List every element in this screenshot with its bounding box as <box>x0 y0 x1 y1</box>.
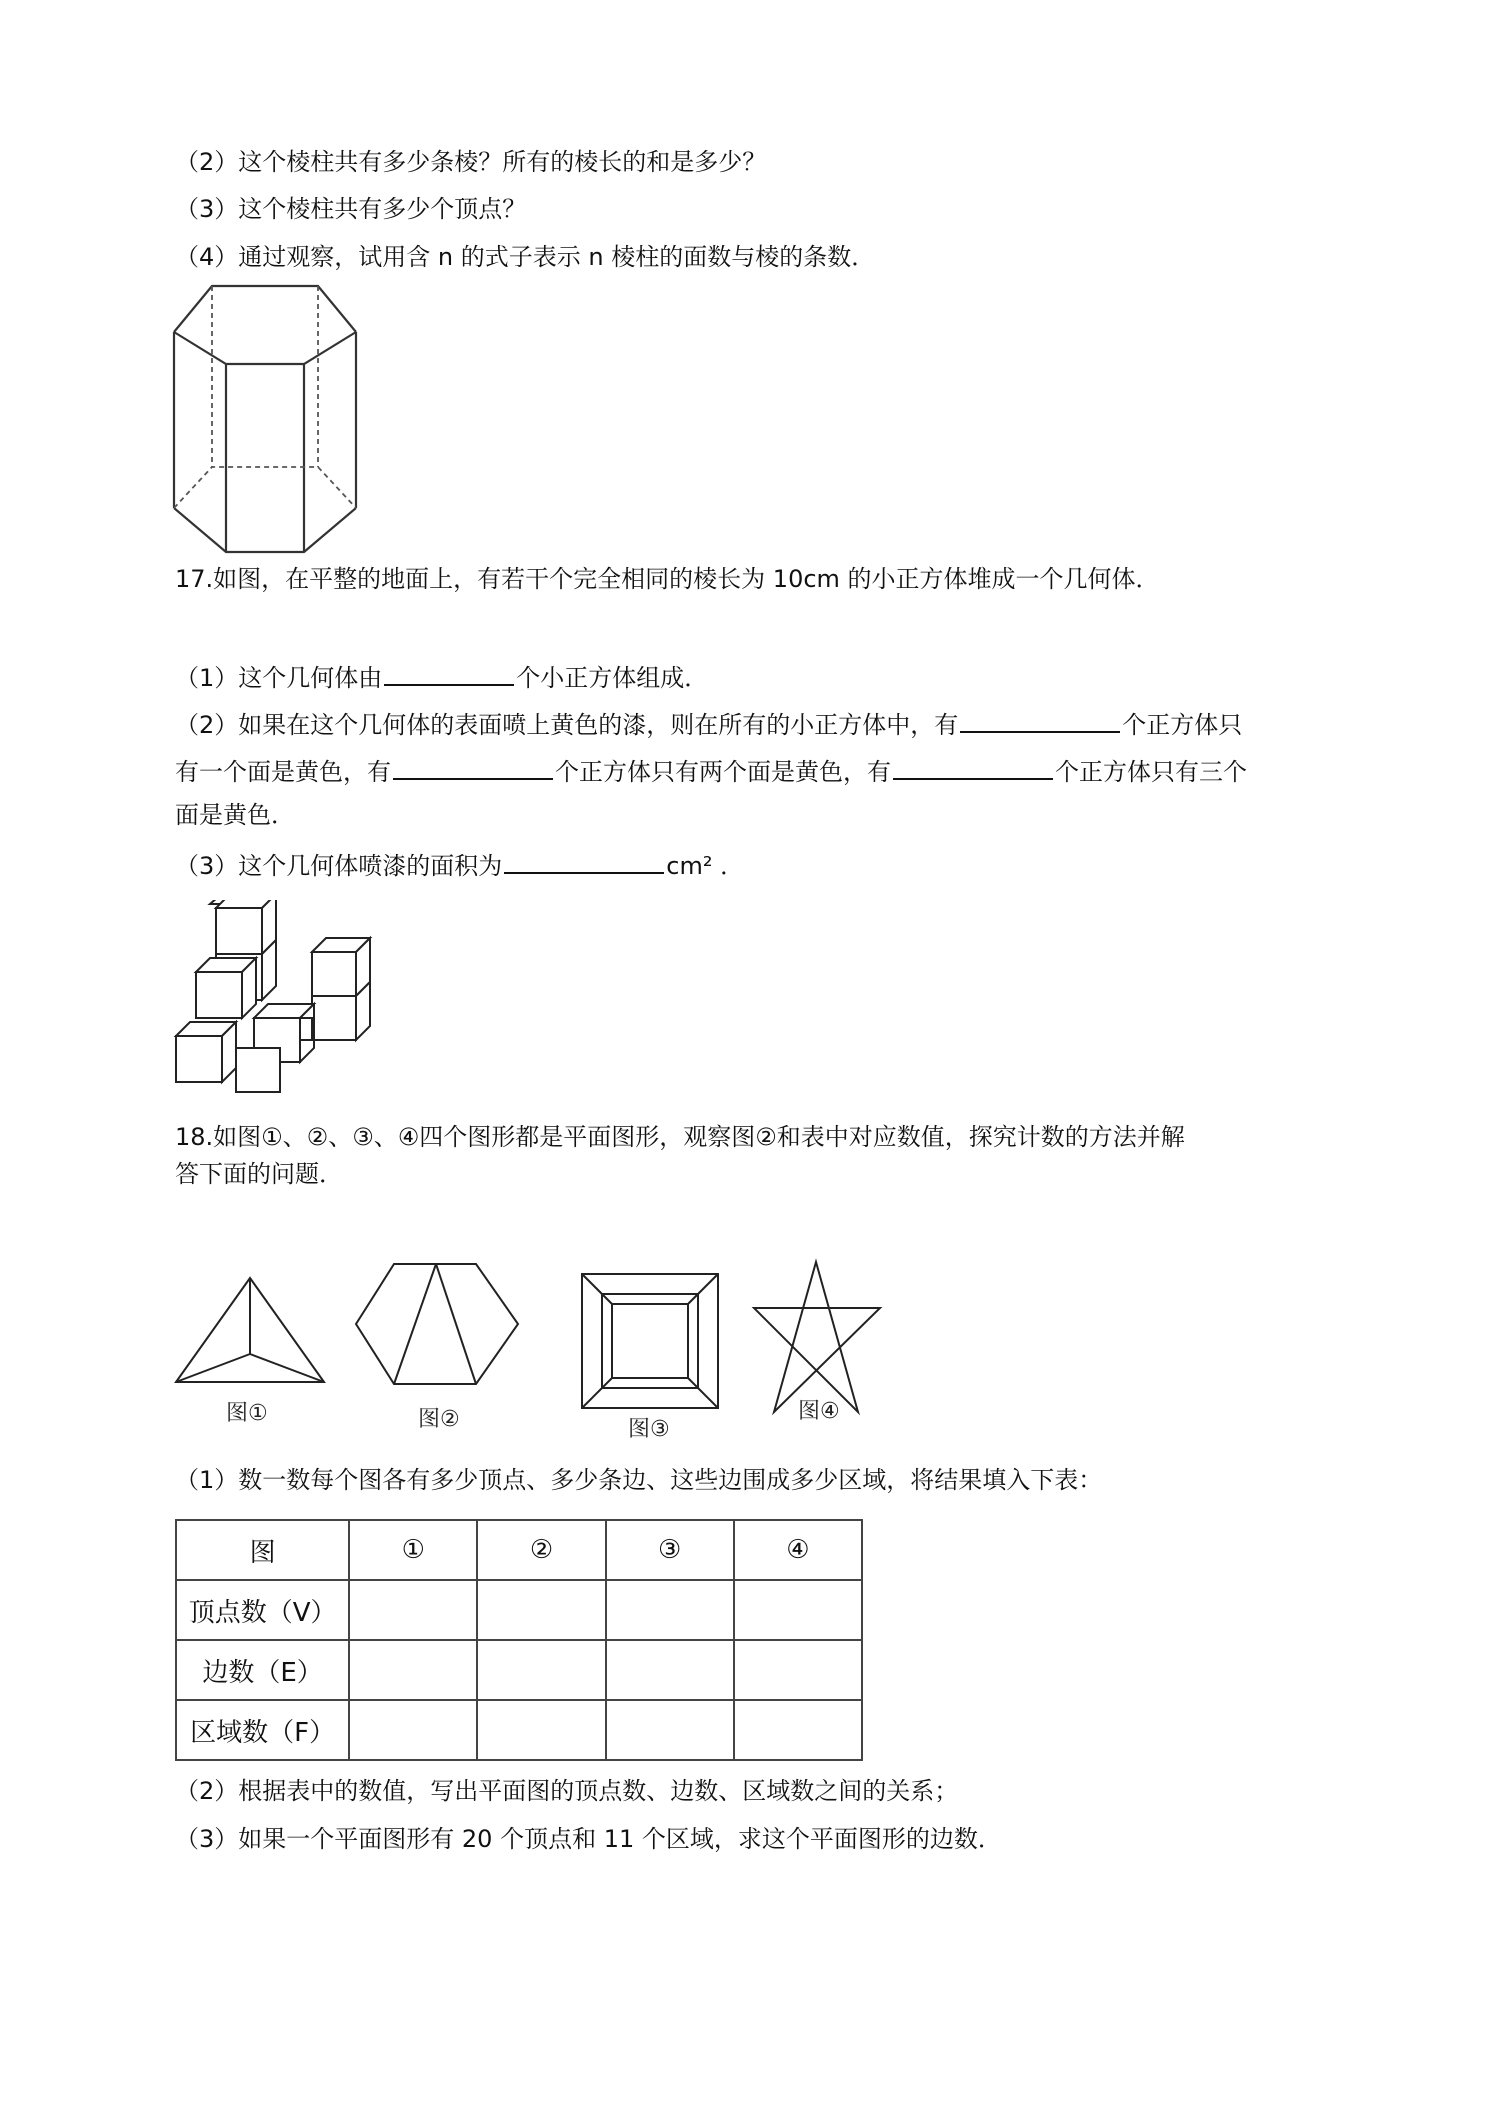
row-label-vertices: 顶点数（V） <box>176 1580 349 1640</box>
q17-part1-text-b: 个小正方体组成． <box>516 664 709 692</box>
q17-part2-text-b: 个正方体只 <box>1122 711 1243 739</box>
figure-2-hexagon <box>350 1258 550 1438</box>
q18-stem-line2: 答下面的问题． <box>175 1160 343 1188</box>
answer-cell[interactable] <box>477 1700 605 1760</box>
hexagonal-prism-figure <box>170 282 370 562</box>
q17-part2-text-c: 有一个面是黄色，有 <box>175 758 391 786</box>
q17-part2-text-d: 个正方体只有两个面是黄色，有 <box>555 758 891 786</box>
q17-part1 <box>175 658 708 694</box>
answer-cell[interactable] <box>349 1700 477 1760</box>
answer-cell[interactable] <box>734 1580 862 1640</box>
table-header-cell: ④ <box>734 1520 862 1580</box>
answer-cell[interactable] <box>734 1700 862 1760</box>
q16-part4: （4）通过观察，试用含 n 的式子表示 n 棱柱的面数与棱的条数． <box>175 243 876 271</box>
answer-cell[interactable] <box>477 1580 605 1640</box>
answer-cell[interactable] <box>477 1640 605 1700</box>
figure-2-label: 图② <box>418 1407 460 1432</box>
q17-part3 <box>175 846 744 882</box>
figure-1-label: 图① <box>226 1401 268 1426</box>
answer-table <box>175 1519 863 1761</box>
cube-stack-figure <box>170 900 390 1110</box>
answer-cell[interactable] <box>606 1640 734 1700</box>
q17-part2-line2 <box>175 752 1247 788</box>
figure-1-triangle <box>170 1270 330 1430</box>
table-row <box>176 1640 862 1700</box>
table-header-cell: ③ <box>606 1520 734 1580</box>
q16-part2: （2）这个棱柱共有多少条棱？所有的棱长的和是多少？ <box>175 148 767 176</box>
answer-cell[interactable] <box>349 1640 477 1700</box>
table-header-cell: ② <box>477 1520 605 1580</box>
q17-stem: 17.如图，在平整的地面上，有若干个完全相同的棱长为 10cm 的小正方体堆成一个几何体． <box>175 565 1160 593</box>
figure-3-squares <box>580 1272 750 1442</box>
answer-cell[interactable] <box>606 1580 734 1640</box>
figure-4-label: 图④ <box>798 1399 840 1424</box>
q18-part3: （3）如果一个平面图形有 20 个顶点和 11 个区域，求这个平面图形的边数． <box>175 1825 1002 1853</box>
table-header-cell: 图 <box>176 1520 349 1580</box>
q17-part3-text-a: （3）这个几何体喷漆的面积为 <box>175 852 503 880</box>
answer-blank-area[interactable] <box>504 846 664 874</box>
q18-part1: （1）数一数每个图各有多少顶点、多少条边、这些边围成多少区域，将结果填入下表： <box>175 1466 1103 1494</box>
q17-part2-text-a: （2）如果在这个几何体的表面喷上黄色的漆，则在所有的小正方体中，有 <box>175 711 959 739</box>
answer-blank-count[interactable] <box>384 658 514 686</box>
figure-3-label: 图③ <box>628 1417 670 1442</box>
answer-cell[interactable] <box>606 1700 734 1760</box>
table-header-row <box>176 1520 862 1580</box>
answer-cell[interactable] <box>349 1580 477 1640</box>
row-label-regions: 区域数（F） <box>176 1700 349 1760</box>
q16-part3: （3）这个棱柱共有多少个顶点？ <box>175 195 527 223</box>
q17-part2-line3: 面是黄色． <box>175 801 295 829</box>
answer-blank-two-faces[interactable] <box>393 752 553 780</box>
q18-part2: （2）根据表中的数值，写出平面图的顶点数、边数、区域数之间的关系； <box>175 1777 959 1805</box>
q17-part1-text-a: （1）这个几何体由 <box>175 664 383 692</box>
table-row <box>176 1700 862 1760</box>
answer-blank-one-face[interactable] <box>960 705 1120 733</box>
answer-blank-three-faces[interactable] <box>893 752 1053 780</box>
q18-stem-line1: 18.如图①、②、③、④四个图形都是平面图形，观察图②和表中对应数值，探究计数的方法并解 <box>175 1123 1185 1151</box>
answer-cell[interactable] <box>734 1640 862 1700</box>
table-row <box>176 1580 862 1640</box>
row-label-edges: 边数（E） <box>176 1640 349 1700</box>
table-header-cell: ① <box>349 1520 477 1580</box>
q17-part2-text-e: 个正方体只有三个 <box>1055 758 1247 786</box>
q17-part2-line1 <box>175 705 1242 741</box>
figure-4-star <box>750 1258 900 1428</box>
q17-part3-text-b: cm² ． <box>666 852 745 880</box>
